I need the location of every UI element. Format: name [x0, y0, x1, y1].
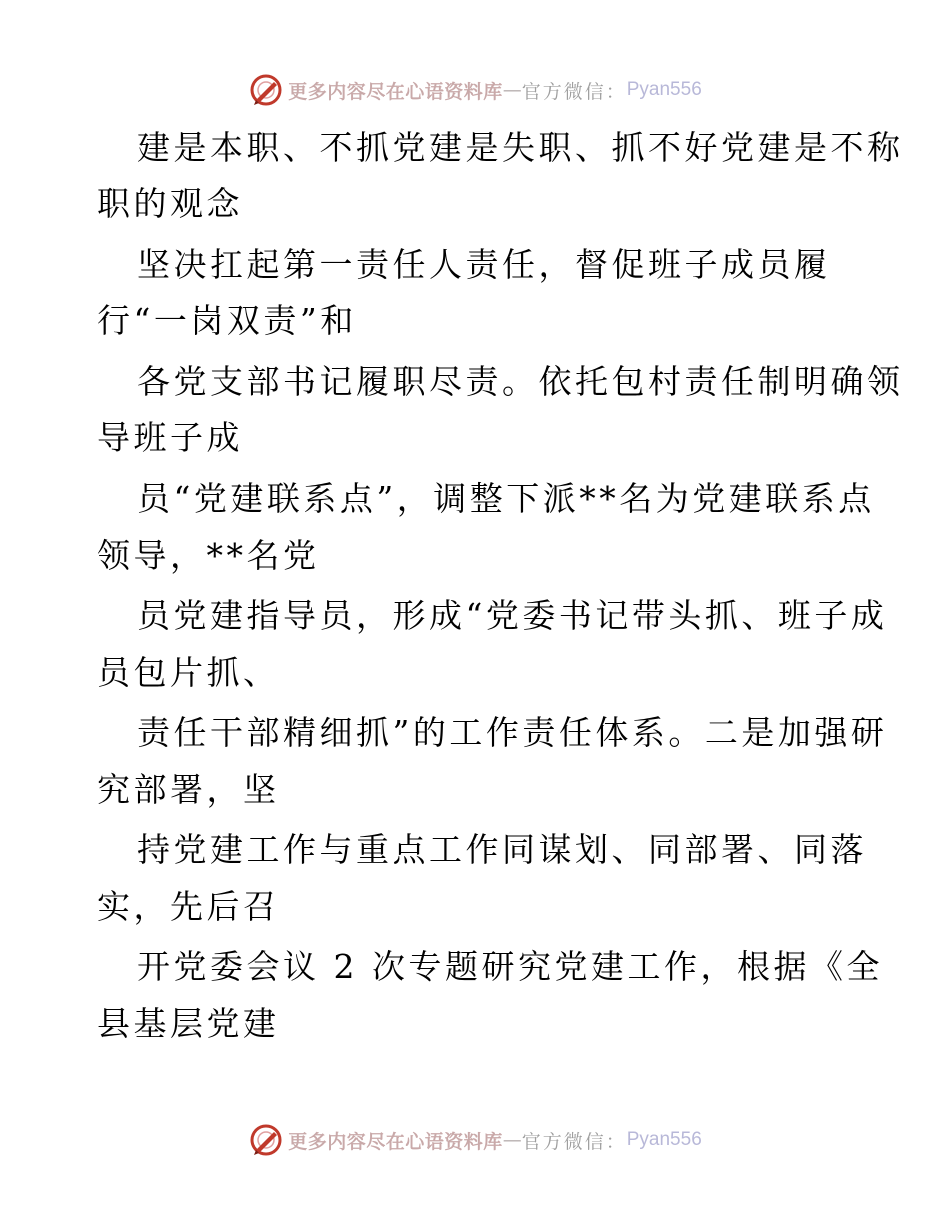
body-line: 员包片抓、: [97, 653, 280, 692]
footer-watermark: [0, 1120, 950, 1160]
pen-circle-icon: [248, 72, 284, 108]
watermark-label: 官方微信：: [521, 80, 627, 103]
body-line: 实，先后召: [97, 887, 280, 926]
body-line: 职的观念: [97, 184, 243, 223]
body-line: 导班子成: [97, 418, 243, 457]
body-line: 究部署，坚: [97, 770, 280, 809]
watermark-dash: —: [502, 1129, 522, 1151]
body-line: 责任干部精细抓”的工作责任体系。二是加强研: [137, 713, 888, 752]
body-line: 坚决扛起第一责任人责任，督促班子成员履: [137, 245, 831, 284]
body-line: 开党委会议 2 次专题研究党建工作，根据《全: [137, 947, 883, 986]
watermark-site-text: 更多内容尽在心语资料库: [288, 1130, 503, 1153]
watermark-account: Pyan556: [626, 79, 702, 100]
watermark-account: Pyan556: [626, 1129, 702, 1150]
body-line: 行“一岗双责”和: [97, 301, 357, 340]
watermark-label: 官方微信：: [521, 1130, 627, 1153]
header-watermark: [0, 70, 950, 110]
body-line: 领导，**名党: [97, 536, 320, 575]
body-line: 建是本职、不抓党建是失职、抓不好党建是不称: [137, 128, 904, 167]
watermark-dash: —: [502, 79, 522, 101]
watermark-site-text: 更多内容尽在心语资料库: [288, 80, 503, 103]
body-line: 各党支部书记履职尽责。依托包村责任制明确领: [137, 362, 904, 401]
body-line: 员党建指导员，形成“党委书记带头抓、班子成: [137, 596, 888, 635]
body-line: 持党建工作与重点工作同谋划、同部署、同落: [137, 830, 867, 869]
body-line: 县基层党建: [97, 1004, 280, 1043]
body-line: 员“党建联系点”，调整下派**名为党建联系点: [137, 479, 875, 518]
pen-circle-icon: [248, 1122, 284, 1158]
